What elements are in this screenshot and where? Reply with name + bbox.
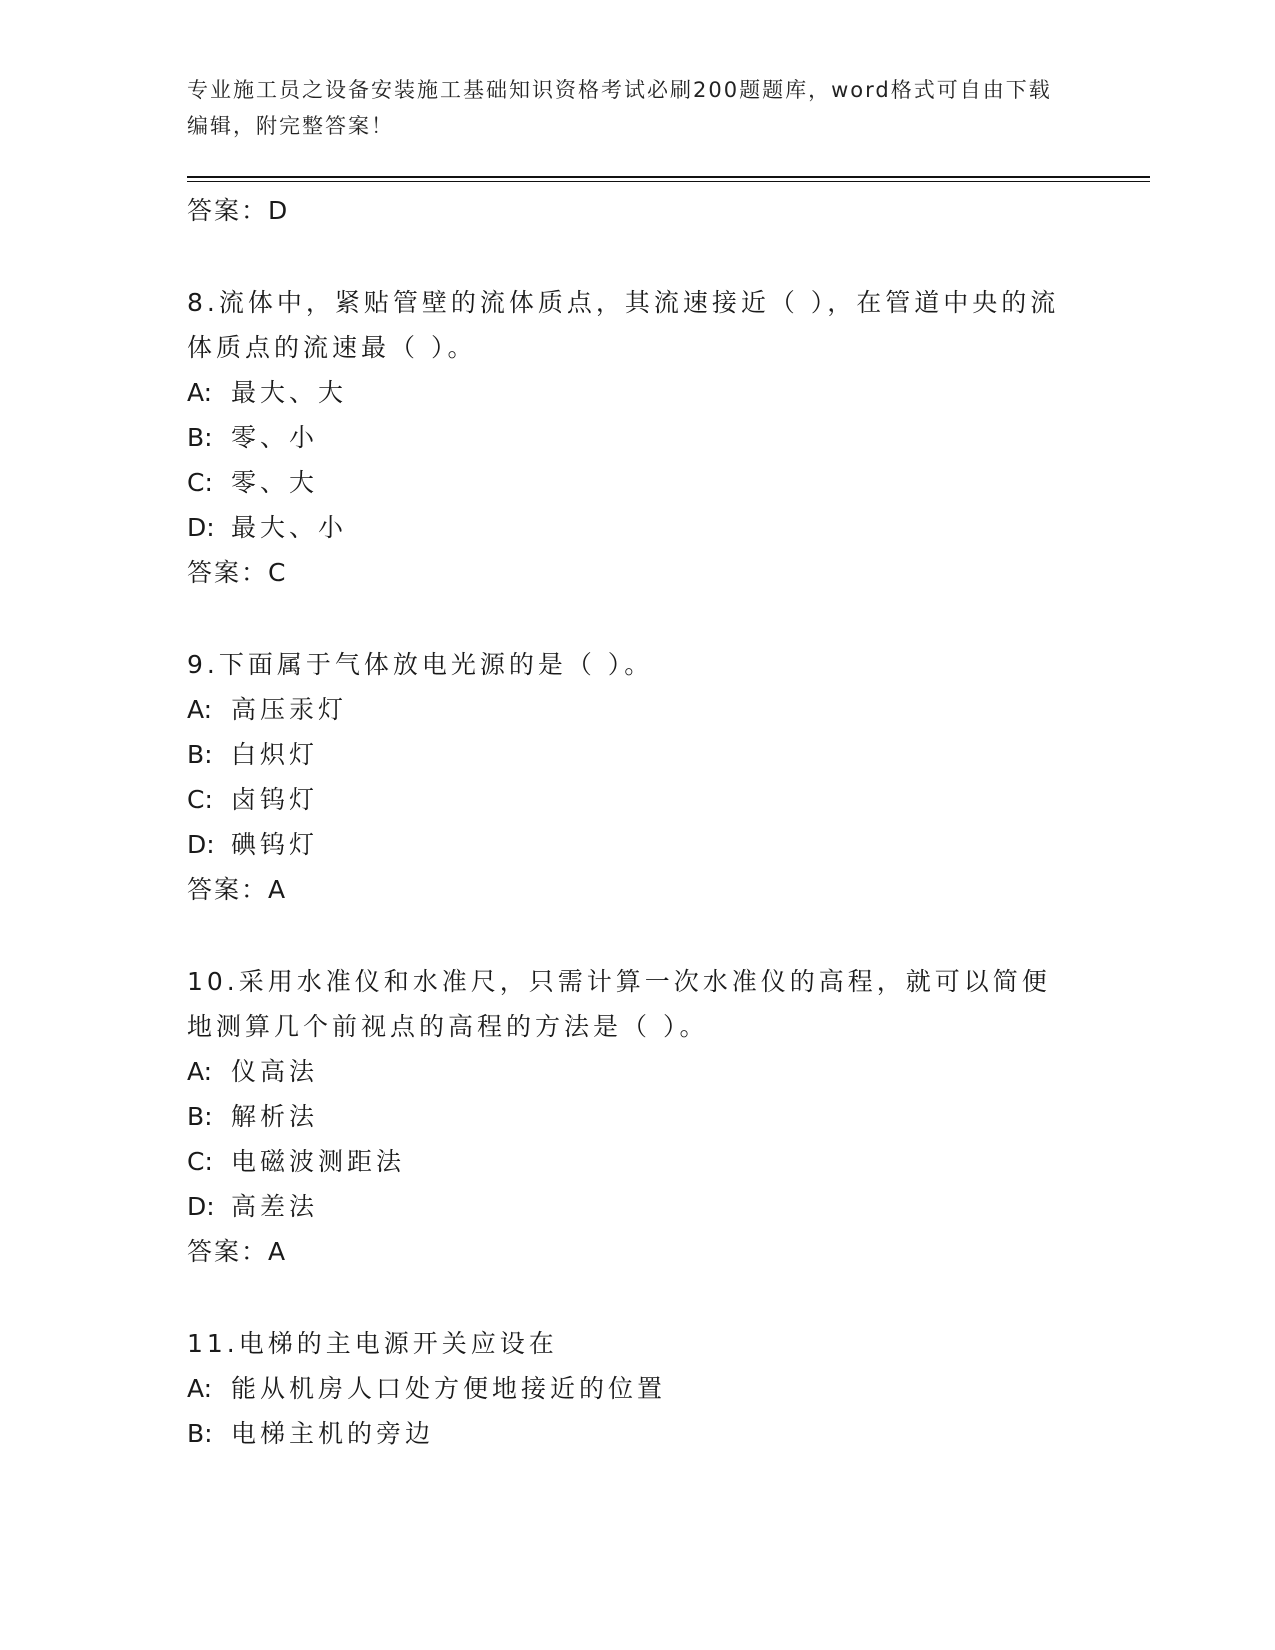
question-block (187, 959, 1087, 1274)
option-line (187, 1139, 1087, 1184)
option-text: 解析法 (231, 1102, 319, 1131)
option-line (187, 415, 1087, 460)
option-text: 零、大 (231, 468, 319, 497)
option-line (187, 460, 1087, 505)
question-stem: 9.下面属于气体放电光源的是（ ）。 (187, 650, 654, 679)
option-key: B: (187, 1102, 213, 1131)
option-key: B: (187, 740, 213, 769)
spacer (187, 1274, 1087, 1321)
document-body (187, 188, 1087, 1456)
option-text: 高压汞灯 (231, 695, 348, 724)
option-line (187, 777, 1087, 822)
option-key: A: (187, 695, 213, 724)
option-line (187, 1411, 1087, 1456)
spacer (187, 912, 1087, 959)
option-text: 白炽灯 (231, 740, 319, 769)
option-text: 最大、小 (231, 513, 348, 542)
option-line (187, 1184, 1087, 1229)
answer-line: 答案：D (187, 196, 290, 225)
option-key: D: (187, 1192, 215, 1221)
question-block (187, 1321, 1087, 1456)
option-text: 能从机房人口处方便地接近的位置 (231, 1374, 667, 1403)
option-key: A: (187, 1057, 213, 1086)
option-text: 卤钨灯 (231, 785, 319, 814)
header-rule-thick (187, 176, 1150, 178)
spacer (187, 233, 1087, 280)
option-line (187, 822, 1087, 867)
option-line (187, 1049, 1087, 1094)
option-key: C: (187, 785, 213, 814)
option-text: 仪高法 (231, 1057, 319, 1086)
question-stem: 10.采用水准仪和水准尺，只需计算一次水准仪的高程，就可以简便地测算几个前视点的高程的方法是（ ）。 (187, 967, 1051, 1041)
answer-line: 答案：C (187, 558, 288, 587)
option-line (187, 732, 1087, 777)
option-line (187, 1366, 1087, 1411)
question-stem: 11.电梯的主电源开关应设在 (187, 1329, 558, 1358)
option-line (187, 505, 1087, 550)
answer-line: 答案：A (187, 1237, 288, 1266)
option-key: C: (187, 1147, 213, 1176)
question-stem: 8.流体中，紧贴管壁的流体质点，其流速接近（ ），在管道中央的流体质点的流速最（ ）。 (187, 288, 1060, 362)
option-key: A: (187, 378, 213, 407)
answer-line: 答案：A (187, 875, 288, 904)
option-text: 高差法 (231, 1192, 319, 1221)
spacer (187, 595, 1087, 642)
option-key: B: (187, 1419, 213, 1448)
option-text: 碘钨灯 (231, 830, 319, 859)
option-line (187, 1094, 1087, 1139)
option-text: 最大、大 (231, 378, 348, 407)
page-header: 专业施工员之设备安装施工基础知识资格考试必刷200题题库，word格式可自由下载编辑，附完整答案！ (187, 78, 1052, 138)
question-block (187, 280, 1087, 595)
option-text: 电磁波测距法 (231, 1147, 406, 1176)
question-block (187, 642, 1087, 912)
option-line (187, 687, 1087, 732)
option-text: 电梯主机的旁边 (231, 1419, 435, 1448)
option-line (187, 370, 1087, 415)
option-key: A: (187, 1374, 213, 1403)
option-key: D: (187, 830, 215, 859)
header-rule-thin (187, 181, 1150, 182)
option-text: 零、小 (231, 423, 319, 452)
option-key: B: (187, 423, 213, 452)
option-key: D: (187, 513, 215, 542)
option-key: C: (187, 468, 213, 497)
